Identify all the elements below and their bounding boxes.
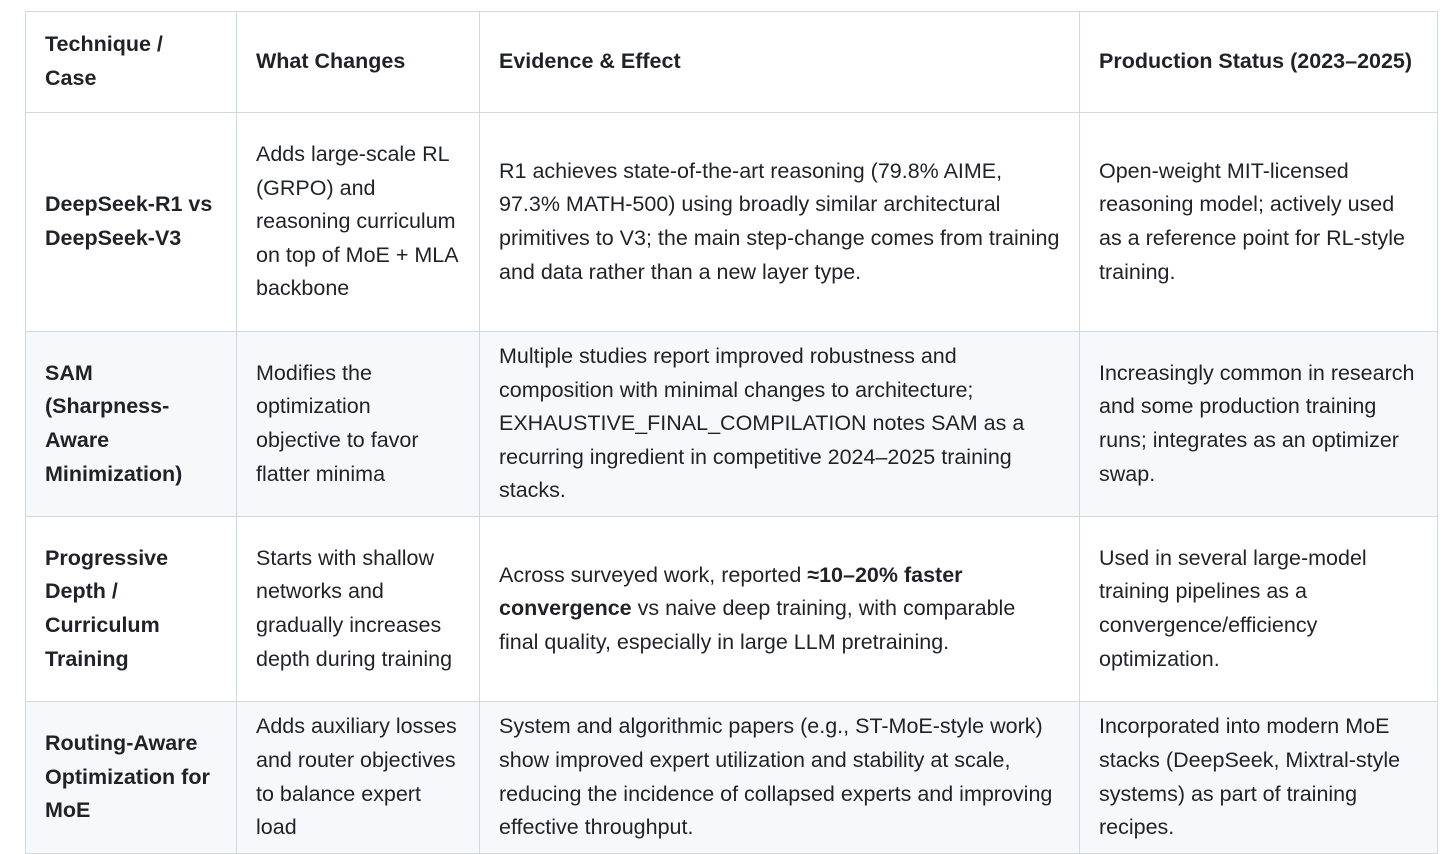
header-production-status: Production Status (2023–2025) [1080,12,1438,113]
cell-technique: SAM (Sharpness-Aware Minimization) [26,332,237,517]
cell-evidence [480,517,1080,702]
table-row [26,332,1438,517]
cell-evidence: R1 achieves state-of-the-art reasoning (79.8% AIME, 97.3% MATH-500) using broadly similar architectural primitives to V3; the main step-change comes from training and data rather than a new layer type. [480,113,1080,332]
header-technique: Technique / Case [26,12,237,113]
cell-evidence: System and algorithmic papers (e.g., ST-MoE-style work) show improved expert utilization and stability at scale, reducing the incidence of collapsed experts and improving effective throughput. [480,702,1080,854]
evidence-text-bold: ≈10–20% faster convergence [499,562,963,621]
evidence-text-pre: Across surveyed work, reported [499,562,808,587]
header-evidence: Evidence & Effect [480,12,1080,113]
cell-what-changes: Adds auxiliary losses and router objectives to balance expert load [237,702,480,854]
cell-what-changes: Modifies the optimization objective to favor flatter minima [237,332,480,517]
comparison-table [25,11,1438,854]
header-what-changes: What Changes [237,12,480,113]
cell-technique: Routing-Aware Optimization for MoE [26,702,237,854]
cell-technique: Progressive Depth / Curriculum Training [26,517,237,702]
cell-what-changes: Starts with shallow networks and gradually increases depth during training [237,517,480,702]
cell-status: Used in several large-model training pipelines as a convergence/efficiency optimization. [1080,517,1438,702]
cell-status: Increasingly common in research and some production training runs; integrates as an optimizer swap. [1080,332,1438,517]
header-row [26,12,1438,113]
table-body [26,113,1438,854]
table-row [26,517,1438,702]
table-header [26,12,1438,113]
evidence-text-post: vs naive deep training, with comparable final quality, especially in large LLM pretraining. [499,596,1016,654]
cell-evidence: Multiple studies report improved robustness and composition with minimal changes to architecture; EXHAUSTIVE_FINAL_COMPILATION notes SAM as a recurring ingredient in competitive 2024–2025 training stacks. [480,332,1080,517]
table-row [26,113,1438,332]
cell-status: Incorporated into modern MoE stacks (DeepSeek, Mixtral-style systems) as part of training recipes. [1080,702,1438,854]
comparison-table-container [25,11,1437,854]
cell-status: Open-weight MIT-licensed reasoning model; actively used as a reference point for RL-style training. [1080,113,1438,332]
table-row [26,702,1438,854]
cell-what-changes: Adds large-scale RL (GRPO) and reasoning curriculum on top of MoE + MLA backbone [237,113,480,332]
cell-technique: DeepSeek-R1 vs DeepSeek-V3 [26,113,237,332]
